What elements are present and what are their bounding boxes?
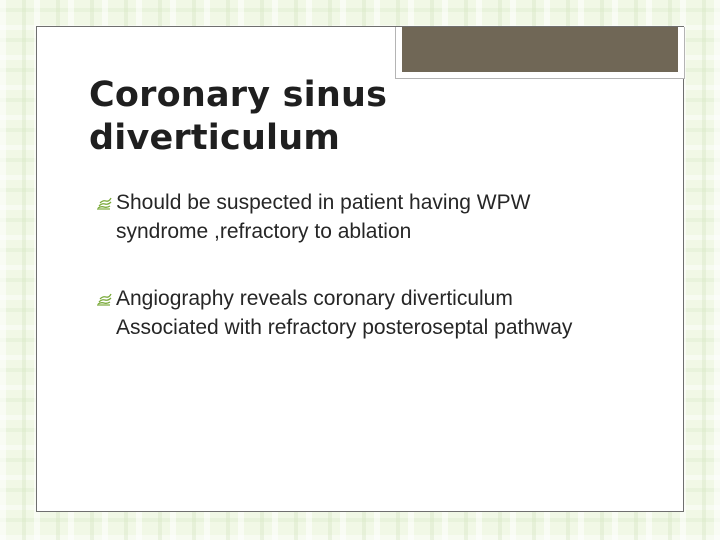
bullet-item	[96, 188, 616, 246]
signal-bars-icon	[96, 292, 112, 306]
bullet-item	[96, 284, 616, 342]
signal-bars-icon	[96, 196, 112, 210]
bullet-text: Should be suspected in patient having WPW syndrome ,refractory to ablation	[116, 191, 531, 243]
slide-title: Coronary sinus diverticulum	[89, 75, 388, 158]
title-accent-tab	[395, 27, 685, 79]
bullet-text: Angiography reveals coronary diverticulum Associated with refractory posteroseptal pathway	[116, 287, 573, 339]
bullet-list	[96, 188, 616, 380]
accent-tab-fill	[402, 27, 678, 72]
